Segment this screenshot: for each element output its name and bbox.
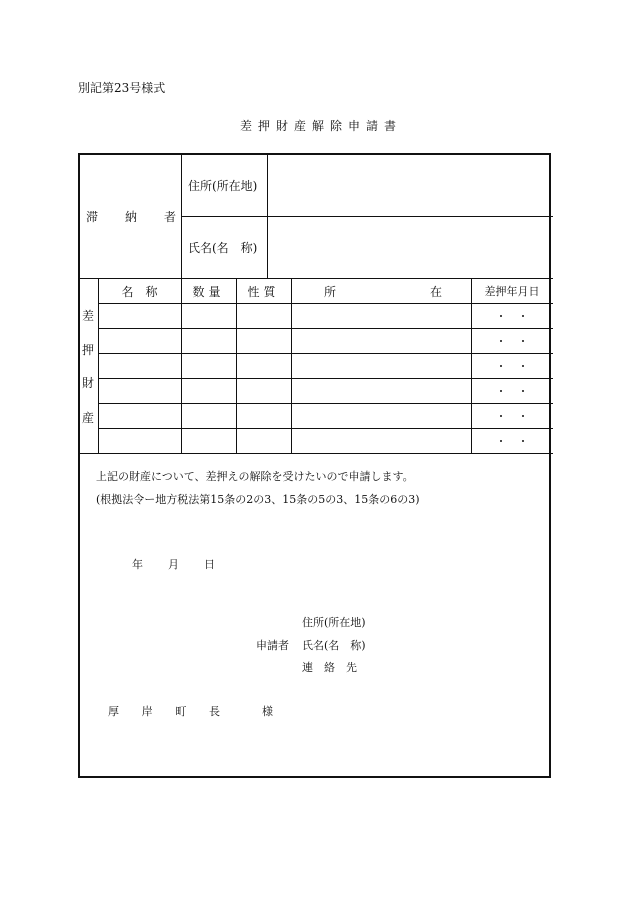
table-row-date[interactable]: ・ ・ bbox=[495, 410, 529, 423]
divider bbox=[98, 278, 99, 453]
column-header-quantity: 数量 bbox=[192, 285, 225, 299]
column-header-location: 所 bbox=[324, 285, 337, 299]
divider bbox=[98, 428, 553, 429]
statement-basis: (根拠法令ー地方税法第15条の2の3、15条の5の3、15条の6の3) bbox=[96, 493, 420, 506]
column-header-date: 差押年月日 bbox=[484, 285, 540, 298]
applicant-address-label: 住所(所在地) bbox=[302, 616, 366, 629]
divider bbox=[80, 453, 553, 454]
taxpayer-address-label: 住所(所在地) bbox=[188, 179, 258, 193]
form-number: 別記第23号様式 bbox=[78, 81, 166, 95]
divider bbox=[181, 278, 182, 453]
table-row-date[interactable]: ・ ・ bbox=[495, 335, 529, 348]
divider bbox=[98, 378, 553, 379]
table-row-date[interactable]: ・ ・ bbox=[495, 310, 529, 323]
application-form bbox=[78, 153, 551, 778]
property-label-char: 押 bbox=[82, 343, 95, 357]
taxpayer-label bbox=[86, 211, 176, 223]
date-year: 年 bbox=[132, 558, 143, 571]
column-header-location: 在 bbox=[430, 285, 443, 299]
addressee-char: 長 bbox=[208, 705, 220, 718]
divider bbox=[98, 303, 553, 304]
column-header-name: 名 称 bbox=[121, 285, 158, 299]
date-month: 月 bbox=[168, 558, 179, 571]
addressee-char: 町 bbox=[175, 705, 187, 718]
property-label-char: 差 bbox=[82, 309, 95, 323]
taxpayer-name-label: 氏名(名 称) bbox=[188, 241, 258, 255]
date-day: 日 bbox=[204, 558, 215, 571]
addressee-char: 厚 bbox=[108, 705, 119, 718]
divider bbox=[98, 403, 553, 404]
addressee bbox=[108, 706, 220, 717]
divider bbox=[236, 278, 237, 453]
table-row-date[interactable]: ・ ・ bbox=[495, 435, 529, 448]
table-row-date[interactable]: ・ ・ bbox=[495, 360, 529, 373]
property-label-char: 産 bbox=[82, 411, 95, 425]
applicant-name-label: 氏名(名 称) bbox=[302, 639, 366, 652]
taxpayer-label-char: 者 bbox=[163, 210, 176, 224]
divider bbox=[291, 278, 292, 453]
applicant-label: 申請者 bbox=[256, 639, 289, 652]
property-label-char: 財 bbox=[82, 376, 95, 390]
taxpayer-label-char: 滞 bbox=[86, 210, 99, 224]
divider bbox=[98, 328, 553, 329]
divider bbox=[98, 353, 553, 354]
page-title: 差押財産解除申請書 bbox=[240, 119, 403, 133]
applicant-contact-label: 連 絡 先 bbox=[302, 661, 357, 674]
divider bbox=[80, 278, 553, 279]
taxpayer-label-char: 納 bbox=[124, 210, 137, 224]
addressee-honorific: 様 bbox=[262, 705, 273, 718]
column-header-nature: 性質 bbox=[247, 285, 280, 299]
divider bbox=[181, 216, 553, 217]
statement-line: 上記の財産について、差押えの解除を受けたいので申請します。 bbox=[96, 470, 414, 483]
addressee-char: 岸 bbox=[141, 705, 153, 718]
table-row-date[interactable]: ・ ・ bbox=[495, 385, 529, 398]
